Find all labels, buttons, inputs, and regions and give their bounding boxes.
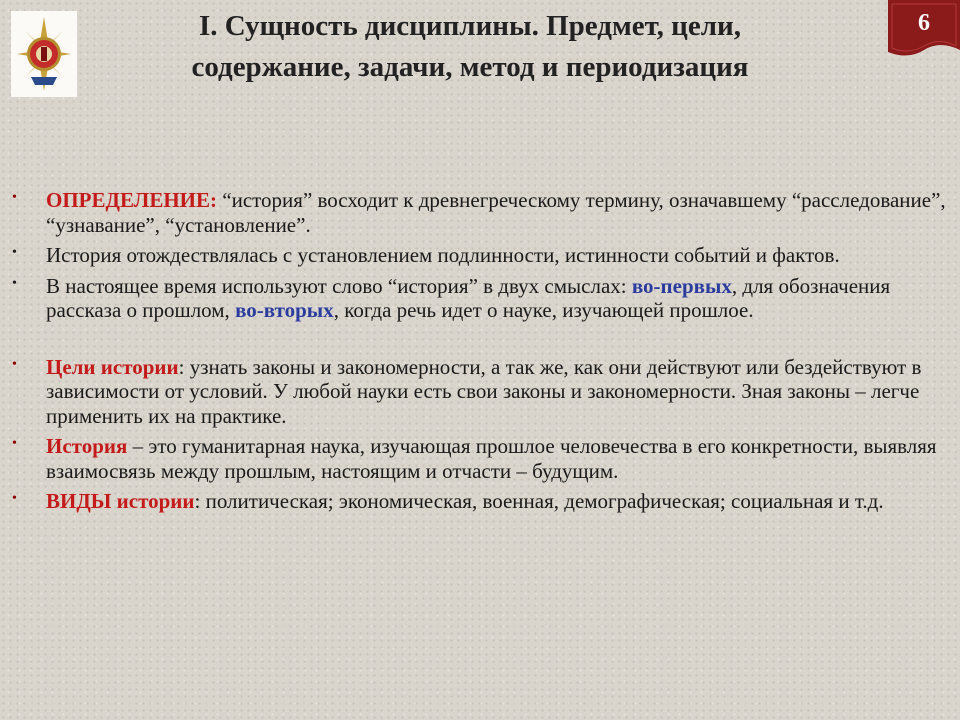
academy-emblem-icon (11, 11, 77, 97)
item-text: В настоящее время используют слово “история” в двух смыслах: (46, 273, 632, 298)
emblem-logo (11, 11, 77, 97)
item-text: , для обозначения рассказа о прошлом, (46, 273, 891, 322)
page-number: 6 (918, 10, 930, 36)
item-text: : узнать законы и закономерности, а так же, как они действуют или бездействуют в зависимости от условий. У любой науки есть свои законы и закономерности. Зная законы – легче применить их на практике. (46, 354, 922, 428)
list-item-history-definition (12, 434, 947, 483)
term-history: История (46, 434, 128, 458)
item-text: История отождествлялась с установлением подлинности, истинности событий и фактов. (46, 243, 840, 267)
item-text: , когда речь идет о науке, изучающей прошлое. (333, 298, 754, 322)
bullet-dot-icon: • (12, 491, 17, 506)
list-item-definition (12, 188, 947, 237)
item-text: “история” восходит к древнегреческому термину, означавшему “расследование”, “узнавание”, “установление”. (46, 188, 946, 237)
list-item-goals (12, 355, 947, 429)
list-item-two-meanings (12, 274, 947, 323)
bullet-dot-icon: • (12, 190, 17, 205)
list-item-types (12, 489, 947, 514)
term-definition: ОПРЕДЕЛЕНИЕ: (46, 188, 218, 212)
title-line-2: содержание, задачи, метод и периодизация (191, 51, 749, 83)
bullet-dot-icon: • (12, 275, 17, 291)
bullet-dot-icon: • (12, 436, 17, 451)
title-line-1: I. Сущность дисциплины. Предмет, цели, (199, 10, 741, 42)
list-item-identification (12, 243, 947, 268)
bullet-dot-icon: • (12, 245, 17, 260)
item-text: – это гуманитарная наука, изучающая прошлое человечества в его конкретности, выявляя взаимосвязь между прошлым, настоящим и отчасти – будущим. (46, 434, 937, 483)
highlight-first: во-первых (631, 273, 732, 298)
slide-content (12, 188, 947, 520)
page-number-badge (888, 0, 960, 62)
term-types: ВИДЫ истории (46, 489, 195, 513)
term-goals: Цели истории (46, 354, 179, 379)
bullet-dot-icon: • (12, 356, 17, 372)
item-text: : политическая; экономическая, военная, демографическая; социальная и т.д. (194, 489, 884, 513)
slide-title (90, 6, 850, 88)
highlight-second: во-вторых (235, 298, 334, 322)
